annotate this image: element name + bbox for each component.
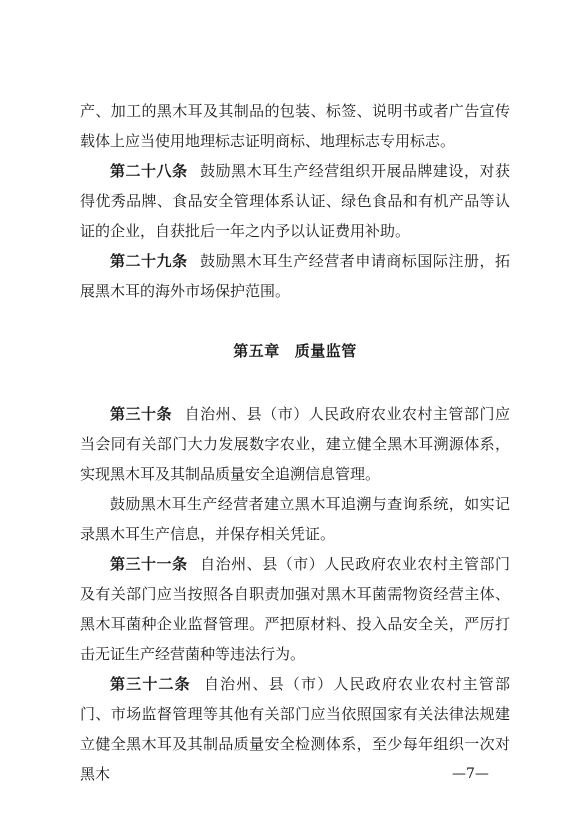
article-30 [80, 399, 510, 489]
article-32-title: 第三十二条 [110, 675, 191, 693]
article-28-title: 第二十八条 [110, 162, 188, 180]
article-30-paragraph-2 [80, 489, 510, 549]
chapter-name: 质量监管 [294, 342, 357, 360]
article-32 [80, 669, 510, 789]
article-29-title: 第二十九条 [110, 252, 188, 270]
continued-paragraph-text: 产、加工的黑木耳及其制品的包装、标签、说明书或者广告宣传载体上应当使用地理标志证明商标、地理标志专用标志。 [80, 102, 510, 150]
article-31-title: 第三十一条 [110, 555, 188, 573]
article-28 [80, 156, 510, 246]
chapter-number: 第五章 [233, 342, 280, 360]
article-30-text: 自治州、县（市）人民政府农业农村主管部门应当会同有关部门大力发展数字农业，建立健全黑木耳溯源体系，实现黑木耳及其制品质量安全追溯信息管理。 [80, 405, 510, 483]
article-31 [80, 549, 510, 669]
article-30-title: 第三十条 [110, 405, 173, 423]
article-31-text: 自治州、县（市）人民政府农业农村主管部门及有关部门应当按照各自职责加强对黑木耳菌需物资经营主体、黑木耳菌种企业监督管理。严把原材料、投入品安全关，严厉打击无证生产经营菌种等违法行为。 [80, 555, 510, 663]
article-29 [80, 246, 510, 306]
article-29-text: 鼓励黑木耳生产经营者申请商标国际注册，拓展黑木耳的海外市场保护范围。 [80, 252, 510, 300]
page-number: —7— [452, 766, 489, 782]
chapter-heading [80, 336, 510, 366]
continued-paragraph [80, 96, 510, 156]
article-30-paragraph-2-text: 鼓励黑木耳生产经营者建立黑木耳追溯与查询系统，如实记录黑木耳生产信息，并保存相关凭证。 [80, 495, 510, 543]
article-32-text: 自治州、县（市）人民政府农业农村主管部门、市场监督管理等其他有关部门应当依照国家有关法律法规建立健全黑木耳及其制品质量安全检测体系，至少每年组织一次对黑木 [80, 675, 510, 783]
document-body [80, 96, 510, 789]
article-28-text: 鼓励黑木耳生产经营组织开展品牌建设，对获得优秀品牌、食品安全管理体系认证、绿色食品和有机产品等认证的企业，自获批后一年之内予以认证费用补助。 [80, 162, 510, 240]
